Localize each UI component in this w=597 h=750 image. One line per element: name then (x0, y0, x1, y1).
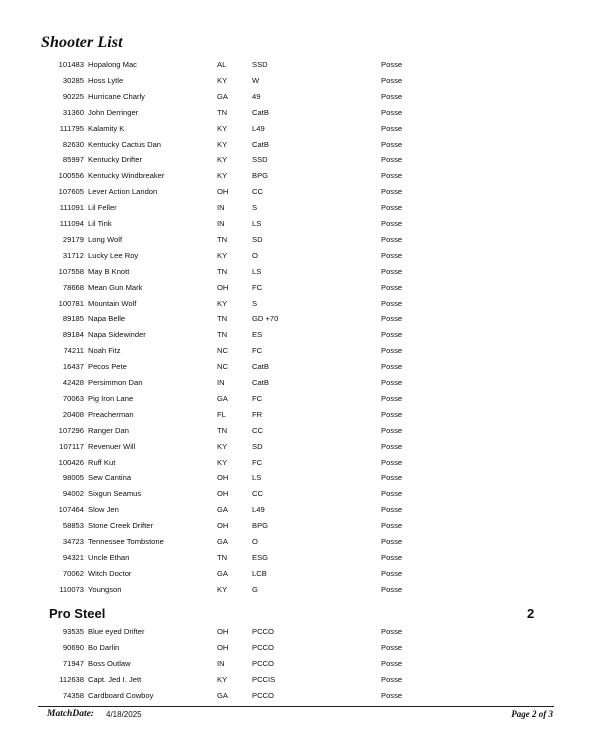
shooter-category: O (252, 250, 258, 260)
shooter-class: Posse (381, 584, 403, 594)
shooter-class: Posse (381, 203, 403, 213)
table-row (0, 186, 597, 198)
shooter-id: 89185 (62, 314, 84, 324)
shooter-id: 89184 (62, 330, 84, 340)
shooter-id: 94002 (62, 489, 84, 499)
shooter-id: 111795 (59, 123, 84, 133)
shooter-state: IN (217, 378, 225, 387)
shooter-alias: Long Wolf (88, 234, 123, 244)
shooter-id: 100781 (58, 298, 84, 308)
shooter-class: Posse (381, 425, 403, 435)
shooter-state: TN (217, 266, 228, 276)
shooter-alias: Hopalong Mac (88, 60, 137, 69)
shooter-category: PCCO (252, 658, 274, 668)
shooter-id: 107605 (58, 187, 84, 197)
shooter-alias: Tennessee Tombstone (88, 537, 164, 546)
shooter-category: G (252, 584, 258, 594)
shooter-category: LS (252, 219, 262, 228)
shooter-category: SD (252, 234, 263, 244)
shooter-class: Posse (381, 314, 403, 324)
shooter-state: TN (217, 107, 228, 117)
table-row (0, 298, 597, 310)
shooter-class: Posse (381, 219, 403, 228)
shooter-id: 111094 (59, 219, 84, 228)
shooter-class: Posse (381, 627, 403, 636)
table-row (0, 425, 597, 437)
shooter-state: KY (217, 584, 228, 594)
shooter-class: Posse (381, 250, 403, 260)
table-row (0, 234, 597, 246)
page-number: Page 2 of 3 (511, 709, 553, 719)
table-row (0, 313, 597, 325)
table-row (0, 123, 597, 135)
shooter-class: Posse (381, 658, 403, 668)
footer (0, 709, 597, 723)
shooter-class: Posse (381, 642, 403, 652)
shooter-alias: Kentucky Drifter (88, 155, 143, 165)
shooter-alias: Capt. Jed I. Jett (88, 674, 142, 684)
shooter-state: KY (217, 75, 228, 85)
match-date-label: MatchDate: (47, 709, 94, 719)
section-header (0, 606, 597, 624)
shooter-class: Posse (381, 362, 403, 372)
shooter-alias: Noah Fitz (88, 346, 121, 356)
shooter-state: IN (217, 658, 225, 668)
shooter-state: KY (217, 155, 228, 165)
shooter-id: 112638 (59, 674, 84, 684)
table-row (0, 282, 597, 294)
shooter-category: CatB (252, 378, 269, 387)
shooter-alias: Ranger Dan (88, 425, 129, 435)
table-row (0, 584, 597, 596)
table-row (0, 266, 597, 278)
shooter-category: FC (252, 393, 263, 403)
shooter-id: 16437 (62, 362, 84, 372)
page-title: Shooter List (41, 34, 123, 51)
shooter-state: GA (217, 568, 228, 578)
shooter-category: FC (252, 457, 263, 467)
shooter-alias: Blue eyed Drifter (88, 627, 145, 636)
shooter-class: Posse (381, 505, 403, 515)
shooter-state: OH (217, 473, 229, 483)
table-row (0, 361, 597, 373)
shooter-class: Posse (381, 171, 403, 181)
shooter-class: Posse (381, 234, 403, 244)
shooter-alias: Stone Creek Drifter (88, 521, 153, 531)
shooter-class: Posse (381, 690, 403, 700)
shooter-class: Posse (381, 60, 403, 69)
shooter-alias: Witch Doctor (88, 568, 132, 578)
shooter-category: PCCIS (252, 674, 276, 684)
shooter-category: GD +70 (252, 314, 279, 324)
shooter-category: W (252, 75, 260, 85)
shooter-category: SSD (252, 60, 268, 69)
shooter-category: CatB (252, 362, 269, 372)
shooter-state: IN (217, 203, 225, 213)
table-row (0, 552, 597, 564)
shooter-class: Posse (381, 521, 403, 531)
shooter-category: CC (252, 187, 263, 197)
shooter-class: Posse (381, 674, 403, 684)
shooter-id: 107117 (59, 441, 84, 451)
shooter-state: OH (217, 627, 229, 636)
shooter-id: 98005 (62, 473, 84, 483)
shooter-state: GA (217, 393, 228, 403)
table-row (0, 202, 597, 214)
shooter-id: 107464 (58, 505, 84, 515)
table-row (0, 154, 597, 166)
shooter-class: Posse (381, 552, 403, 562)
shooter-class: Posse (381, 568, 403, 578)
table-row (0, 457, 597, 469)
shooter-alias: Pig Iron Lane (88, 393, 134, 403)
shooter-category: CatB (252, 139, 269, 149)
shooter-class: Posse (381, 346, 403, 356)
shooter-state: GA (217, 505, 228, 515)
table-row (0, 504, 597, 516)
shooter-category: CatB (252, 107, 269, 117)
shooter-class: Posse (381, 537, 403, 546)
shooter-state: OH (217, 489, 229, 499)
shooter-class: Posse (381, 139, 403, 149)
shooter-id: 74211 (63, 346, 84, 356)
shooter-state: NC (217, 362, 228, 372)
table-row (0, 642, 597, 654)
shooter-state: GA (217, 91, 228, 101)
shooter-class: Posse (381, 457, 403, 467)
shooter-class: Posse (381, 489, 403, 499)
table-row (0, 75, 597, 87)
shooter-alias: Persimmon Dan (88, 378, 143, 387)
shooter-id: 111091 (59, 203, 84, 213)
shooter-class: Posse (381, 75, 403, 85)
table-row (0, 377, 597, 389)
shooter-alias: Boss Outlaw (88, 658, 131, 668)
shooter-alias: Kentucky Cactus Dan (88, 139, 162, 149)
shooter-category: L49 (252, 123, 265, 133)
shooter-state: TN (217, 314, 228, 324)
shooter-alias: Lil Feller (88, 203, 117, 213)
shooter-state: KY (217, 250, 228, 260)
shooter-id: 107296 (58, 425, 84, 435)
shooter-id: 31360 (62, 107, 84, 117)
table-row (0, 626, 597, 638)
table-row (0, 91, 597, 103)
shooter-id: 101483 (58, 60, 84, 69)
shooter-alias: Mean Gun Mark (88, 282, 143, 292)
shooter-category: FR (252, 409, 263, 419)
shooter-alias: Cardboard Cowboy (88, 690, 154, 700)
shooter-alias: John Derringer (88, 107, 139, 117)
shooter-class: Posse (381, 409, 403, 419)
shooter-category: PCCO (252, 627, 274, 636)
shooter-id: 94321 (62, 552, 84, 562)
shooter-state: KY (217, 441, 228, 451)
shooter-id: 70063 (62, 393, 84, 403)
shooter-state: GA (217, 690, 228, 700)
shooter-id: 85997 (62, 155, 84, 165)
shooter-alias: Sixgun Seamus (88, 489, 142, 499)
shooter-category: S (252, 298, 258, 308)
shooter-id: 78668 (62, 282, 84, 292)
table-row (0, 250, 597, 262)
shooter-id: 29179 (62, 234, 84, 244)
shooter-state: TN (217, 330, 228, 340)
shooter-state: FL (217, 409, 226, 419)
table-row (0, 139, 597, 151)
table-row (0, 568, 597, 580)
shooter-category: 49 (252, 91, 261, 101)
shooter-class: Posse (381, 473, 403, 483)
shooter-category: CC (252, 425, 263, 435)
shooter-class: Posse (381, 441, 403, 451)
shooter-category: SSD (252, 155, 268, 165)
shooter-state: OH (217, 282, 229, 292)
shooter-category: FC (252, 346, 263, 356)
table-row (0, 690, 597, 702)
shooter-category: S (252, 203, 258, 213)
shooter-class: Posse (381, 187, 403, 197)
table-row (0, 488, 597, 500)
shooter-state: IN (217, 219, 225, 228)
shooter-class: Posse (381, 298, 403, 308)
shooter-category: CC (252, 489, 263, 499)
footer-divider (38, 706, 554, 707)
shooter-category: O (252, 537, 258, 546)
table-row (0, 329, 597, 341)
shooter-category: BPG (252, 171, 269, 181)
shooter-id: 82630 (62, 139, 84, 149)
shooter-alias: Lil Tink (88, 219, 112, 228)
shooter-category: SD (252, 441, 263, 451)
section-title: Pro Steel (49, 606, 106, 621)
shooter-alias: Pecos Pete (88, 362, 127, 372)
shooter-state: TN (217, 552, 228, 562)
shooter-alias: Revenuer Will (88, 441, 136, 451)
shooter-state: KY (217, 123, 228, 133)
shooter-class: Posse (381, 378, 403, 387)
table-row (0, 536, 597, 548)
shooter-alias: Mountain Wolf (88, 298, 137, 308)
shooter-category: ES (252, 330, 263, 340)
shooter-state: OH (217, 642, 229, 652)
shooter-state: TN (217, 234, 228, 244)
shooter-category: BPG (252, 521, 269, 531)
shooter-state: KY (217, 171, 228, 181)
shooter-alias: May B Knott (88, 266, 130, 276)
shooter-state: OH (217, 187, 229, 197)
shooter-id: 31712 (62, 250, 84, 260)
shooter-id: 110073 (59, 584, 84, 594)
shooter-id: 30285 (62, 75, 84, 85)
shooter-state: KY (217, 298, 228, 308)
shooter-class: Posse (381, 107, 403, 117)
shooter-class: Posse (381, 155, 403, 165)
shooter-state: KY (217, 139, 228, 149)
shooter-state: KY (217, 457, 228, 467)
shooter-category: LS (252, 473, 262, 483)
shooter-class: Posse (381, 123, 403, 133)
section-count: 2 (527, 606, 535, 621)
shooter-alias: Hurricane Charly (88, 91, 145, 101)
shooter-alias: Uncle Ethan (88, 552, 130, 562)
shooter-alias: Napa Belle (88, 314, 126, 324)
shooter-state: NC (217, 346, 228, 356)
shooter-category: ESG (252, 552, 269, 562)
shooter-category: PCCO (252, 642, 274, 652)
shooter-id: 107558 (58, 266, 84, 276)
shooter-category: L49 (252, 505, 265, 515)
shooter-class: Posse (381, 91, 403, 101)
shooter-category: PCCO (252, 690, 274, 700)
shooter-state: TN (217, 425, 228, 435)
table-row (0, 674, 597, 686)
shooter-alias: Ruff Kut (88, 457, 116, 467)
shooter-class: Posse (381, 282, 403, 292)
table-row (0, 472, 597, 484)
shooter-alias: Bo Darlin (88, 642, 120, 652)
shooter-id: 20408 (62, 409, 84, 419)
table-row (0, 409, 597, 421)
table-row (0, 520, 597, 532)
shooter-id: 34723 (62, 537, 84, 546)
shooter-alias: Slow Jen (88, 505, 119, 515)
table-row (0, 59, 597, 71)
shooter-category: LCB (252, 568, 267, 578)
shooter-id: 100556 (58, 171, 84, 181)
table-row (0, 658, 597, 670)
shooter-alias: Lever Action Landon (88, 187, 158, 197)
shooter-id: 100426 (58, 457, 84, 467)
shooter-category: FC (252, 282, 263, 292)
shooter-state: OH (217, 521, 229, 531)
table-row (0, 345, 597, 357)
shooter-id: 71947 (62, 658, 84, 668)
table-row (0, 441, 597, 453)
shooter-state: AL (217, 60, 227, 69)
shooter-id: 74358 (62, 690, 84, 700)
shooter-id: 58853 (62, 521, 84, 531)
shooter-id: 70062 (62, 568, 84, 578)
shooter-alias: Lucky Lee Roy (88, 250, 139, 260)
shooter-alias: Napa Sidewinder (88, 330, 146, 340)
table-row (0, 170, 597, 182)
shooter-id: 93535 (62, 627, 84, 636)
shooter-state: GA (217, 537, 228, 546)
shooter-class: Posse (381, 266, 403, 276)
shooter-class: Posse (381, 393, 403, 403)
shooter-id: 90690 (62, 642, 84, 652)
table-row (0, 218, 597, 230)
table-row (0, 393, 597, 405)
shooter-id: 90225 (62, 91, 84, 101)
shooter-state: KY (217, 674, 228, 684)
shooter-category: LS (252, 266, 262, 276)
shooter-alias: Preacherman (88, 409, 134, 419)
table-row (0, 107, 597, 119)
shooter-id: 42428 (62, 378, 84, 387)
shooter-alias: Sew Cantina (88, 473, 132, 483)
shooter-alias: Kalamity K (88, 123, 125, 133)
shooter-alias: Youngson (88, 584, 122, 594)
shooter-class: Posse (381, 330, 403, 340)
shooter-alias: Hoss Lytle (88, 75, 124, 85)
match-date-value: 4/18/2025 (106, 710, 142, 719)
shooter-alias: Kentucky Windbreaker (88, 171, 165, 181)
